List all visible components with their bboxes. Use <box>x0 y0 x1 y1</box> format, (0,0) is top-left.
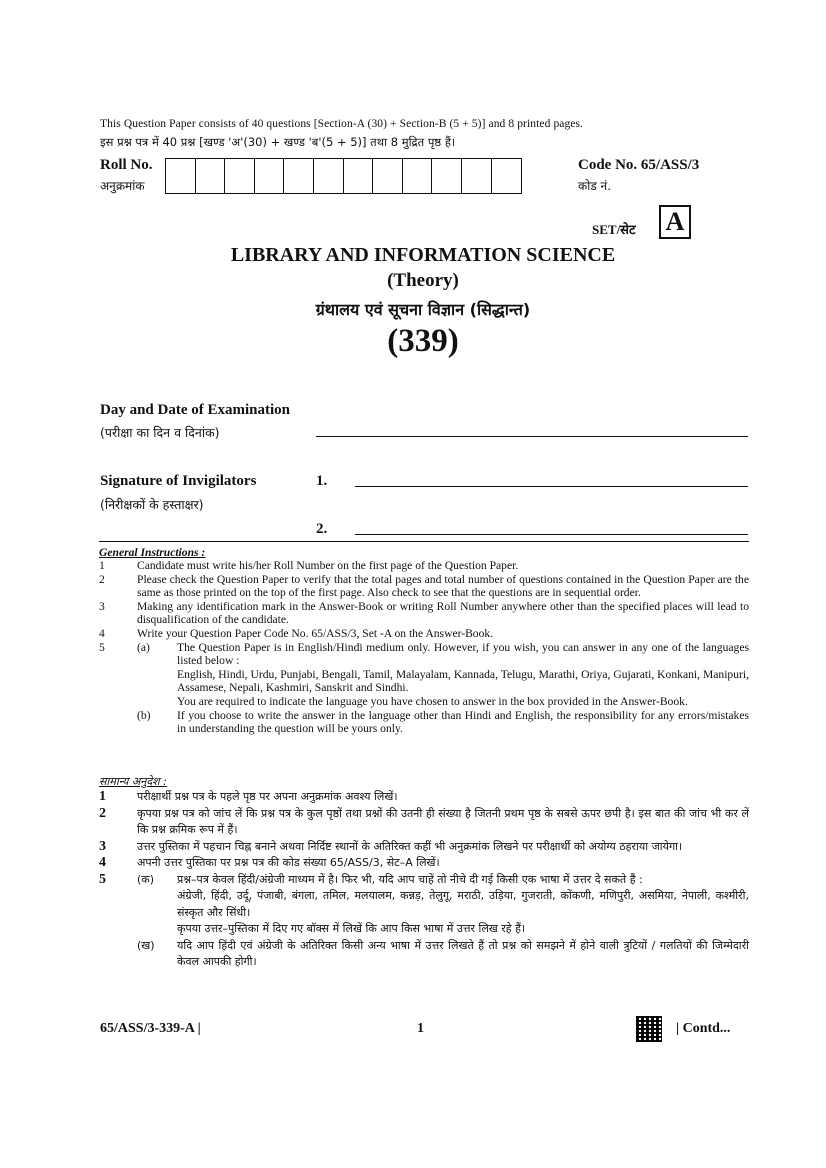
set-box: A <box>659 205 691 239</box>
hindi-instruction-item-5: 5 (क) प्रश्न–पत्र केवल हिंदी/अंग्रेजी माध्यम में है। फिर भी, यदि आप चाहें तो नीचे दी गई किसी एक भाषा में उत्तर दे सकते हैं : अंग्रेजी, हिंदी, उर्दू, पंजाबी, बंगला, तमिल, मलयालम, कन्नड़, तेलुगू, मराठी, उड़िया, गुजराती, कोंकणी, मणिपुरी, असमिया, नेपाली, कश्मीरी, संस्कृत और सिंधी। कृपया उत्तर–पुस्तिका में दिए गए बॉक्स में लिखें कि आप किस भाषा में उत्तर लिख रहे हैं। <box>99 871 749 935</box>
roll-box[interactable] <box>432 159 462 193</box>
signature-1-line[interactable] <box>355 486 748 487</box>
hindi-instructions <box>99 775 749 971</box>
roll-box[interactable] <box>284 159 314 193</box>
signature-2-number: 2. <box>316 521 328 537</box>
hindi-instruction-item: 1 परीक्षार्थी प्रश्न पत्र के पहले पृष्ठ पर अपना अनुक्रमांक अवश्य लिखें। <box>99 789 398 804</box>
subject-code: (339) <box>387 323 459 359</box>
roll-box[interactable] <box>314 159 344 193</box>
roll-box[interactable] <box>373 159 403 193</box>
roll-box[interactable] <box>492 159 522 193</box>
hindi-instruction-item: 4 अपनी उत्तर पुस्तिका पर प्रश्न पत्र की कोड संख्या 65/ASS/3, सेट–A लिखें। <box>99 855 440 870</box>
exam-date-line[interactable] <box>316 436 748 437</box>
roll-box[interactable] <box>403 159 433 193</box>
page-number: 1 <box>417 1021 424 1036</box>
roll-box[interactable] <box>462 159 492 193</box>
instruction-item: 3 Making any identification mark in the Answer-Book or writing Roll Number anywhere other than the specified places will lead to disqualification of the candidate. <box>99 599 749 627</box>
hindi-instruction-item: 2 कृपया प्रश्न पत्र को जांच लें कि प्रश्न पत्र के कुल पृष्ठों तथा प्रश्नों की उतनी ही संख्या है जितनी प्रथम पृष्ठ के सबसे ऊपर छपी है। इस बात की जांच भी कर लें कि प्रश्न क्रमिक रूप में हैं। <box>99 805 749 836</box>
qr-code-icon <box>636 1016 662 1042</box>
invigilators-label-hi: (निरीक्षकों के हस्ताक्षर) <box>100 497 204 512</box>
paper-type: (Theory) <box>387 270 459 291</box>
instruction-item: 1 Candidate must write his/her Roll Number on the first page of the Question Paper. <box>99 559 519 572</box>
invigilators-label: Signature of Invigilators <box>100 473 257 489</box>
question-count-en: This Question Paper consists of 40 questions [Section-A (30) + Section-B (5 + 5)] and 8 printed pages. <box>100 118 584 130</box>
code-number: Code No. 65/ASS/3 <box>578 157 700 173</box>
divider <box>99 541 749 542</box>
exam-date-label-hi: (परीक्षा का दिन व दिनांक) <box>100 425 220 440</box>
set-label: SET/सेट <box>592 222 636 237</box>
subject-title-hi: ग्रंथालय एवं सूचना विज्ञान (सिद्धान्त) <box>315 300 531 319</box>
signature-1-number: 1. <box>316 473 328 489</box>
question-count-hi: इस प्रश्न पत्र में 40 प्रश्न [खण्ड 'अ'(30) + खण्ड 'ब'(5 + 5)] तथा 8 मुद्रित पृष्ठ हैं। <box>100 135 456 149</box>
roll-no-label-hi: अनुक्रमांक <box>100 179 145 193</box>
subject-title: LIBRARY AND INFORMATION SCIENCE <box>230 244 616 266</box>
instruction-item: 4 Write your Question Paper Code No. 65/ASS/3, Set -A on the Answer-Book. <box>99 626 494 640</box>
roll-no-label: Roll No. <box>100 157 153 173</box>
hindi-instruction-item: 3 उत्तर पुस्तिका में पहचान चिह्न बनाने अथवा निर्दिष्ट स्थानों के अतिरिक्त कहीं भी अनुक्रमांक लिखने पर परीक्षार्थी को अयोग्य ठहराया जायेगा। <box>99 838 683 854</box>
hindi-instruction-item-5b: (ख) यदि आप हिंदी एवं अंग्रेजी के अतिरिक्त किसी अन्य भाषा में उत्तर लिखते हैं तो प्रश्न को समझने में होने वाली त्रुटियों / गलतियों की जिम्मेदारी केवल आपकी होगी। <box>137 938 749 968</box>
instruction-item-5b: (b) If you choose to write the answer in the language other than Hindi and English, the responsibility for any errors/mistakes in understanding the question will be yours only. <box>137 708 749 736</box>
roll-box[interactable] <box>344 159 374 193</box>
roll-box[interactable] <box>225 159 255 193</box>
instruction-item: 2 Please check the Question Paper to verify that the total pages and total number of questions contained in the Question Paper are the same as those printed on the top of the first page. Also check to see that the questions are in sequential order. <box>99 572 749 600</box>
exam-date-label: Day and Date of Examination <box>100 402 291 418</box>
roll-box[interactable] <box>166 159 196 193</box>
roll-number-boxes[interactable] <box>165 158 522 194</box>
roll-box[interactable] <box>196 159 226 193</box>
roll-box[interactable] <box>255 159 285 193</box>
general-instructions <box>99 546 749 736</box>
code-number-hi: कोड नं. <box>578 179 612 193</box>
hindi-instructions-heading: सामान्य अनुदेश : <box>99 775 167 788</box>
footer-paper-code: 65/ASS/3-339-A | <box>100 1021 201 1036</box>
general-instructions-heading: General Instructions : <box>99 546 206 559</box>
instruction-item-5: 5 (a) The Question Paper is in English/Hindi medium only. However, if you wish, you can answer in any one of the languages listed below : English, Hindi, Urdu, Punjabi, Bengali, Tamil, Malayalam, Kannada, Telugu, Marathi, Oriya, Gujarati, Konkani, Manipuri, Assamese, Nepali, Kashmiri, Sanskrit and Sindhi. You are required to indicate the language you have chosen to answer in the box provided in the Answer-Book. <box>99 640 749 708</box>
signature-2-line[interactable] <box>355 534 748 535</box>
continued-label: | Contd... <box>676 1021 731 1036</box>
